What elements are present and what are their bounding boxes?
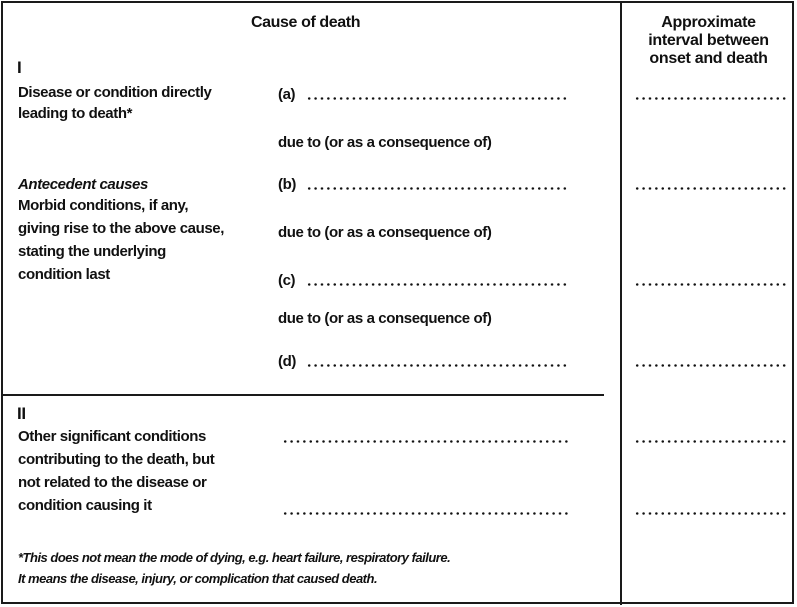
interval-a-entry-line[interactable] bbox=[634, 97, 788, 100]
interval-heading-line2: interval between bbox=[648, 32, 769, 49]
due-to-label-2: due to (or as a consequence of) bbox=[278, 224, 492, 241]
footnote-line2: It means the disease, injury, or complication that caused death. bbox=[18, 571, 378, 586]
other-condition-1-entry-line[interactable] bbox=[282, 440, 570, 443]
line-label-a: (a) bbox=[278, 86, 296, 103]
other-conditions-line1: Other significant conditions bbox=[18, 428, 206, 445]
cause-of-death-heading: Cause of death bbox=[251, 14, 361, 31]
cause-c-entry-line[interactable] bbox=[306, 283, 570, 286]
antecedent-label-line3: stating the underlying bbox=[18, 243, 166, 260]
other-conditions-line4: condition causing it bbox=[18, 497, 152, 514]
antecedent-label-line4: condition last bbox=[18, 266, 110, 283]
interval-other-2-entry-line[interactable] bbox=[634, 512, 788, 515]
part-two-numeral: II bbox=[17, 404, 26, 423]
line-label-d: (d) bbox=[278, 353, 296, 370]
cause-d-entry-line[interactable] bbox=[306, 364, 570, 367]
column-divider bbox=[620, 1, 622, 605]
interval-c-entry-line[interactable] bbox=[634, 283, 788, 286]
line-label-c: (c) bbox=[278, 272, 296, 289]
other-condition-2-entry-line[interactable] bbox=[282, 512, 570, 515]
interval-heading-line3: onset and death bbox=[649, 50, 768, 67]
antecedent-label-line1: Morbid conditions, if any, bbox=[18, 197, 189, 214]
interval-other-1-entry-line[interactable] bbox=[634, 440, 788, 443]
direct-cause-label-line1: Disease or condition directly bbox=[18, 84, 212, 101]
line-label-b: (b) bbox=[278, 176, 296, 193]
interval-d-entry-line[interactable] bbox=[634, 364, 788, 367]
other-conditions-line3: not related to the disease or bbox=[18, 474, 207, 491]
direct-cause-label-line2: leading to death* bbox=[18, 105, 133, 122]
interval-heading-line1: Approximate bbox=[661, 14, 756, 31]
antecedent-label-line2: giving rise to the above cause, bbox=[18, 220, 225, 237]
footnote-line1: *This does not mean the mode of dying, e.g. heart failure, respiratory failure. bbox=[18, 550, 451, 565]
part-one-numeral: I bbox=[17, 58, 22, 77]
due-to-label-3: due to (or as a consequence of) bbox=[278, 310, 492, 327]
due-to-label-1: due to (or as a consequence of) bbox=[278, 134, 492, 151]
cause-b-entry-line[interactable] bbox=[306, 187, 570, 190]
cause-a-entry-line[interactable] bbox=[306, 97, 570, 100]
interval-heading bbox=[622, 14, 795, 68]
other-conditions-line2: contributing to the death, but bbox=[18, 451, 215, 468]
part-divider bbox=[3, 394, 604, 396]
antecedent-causes-title: Antecedent causes bbox=[18, 176, 148, 193]
interval-b-entry-line[interactable] bbox=[634, 187, 788, 190]
